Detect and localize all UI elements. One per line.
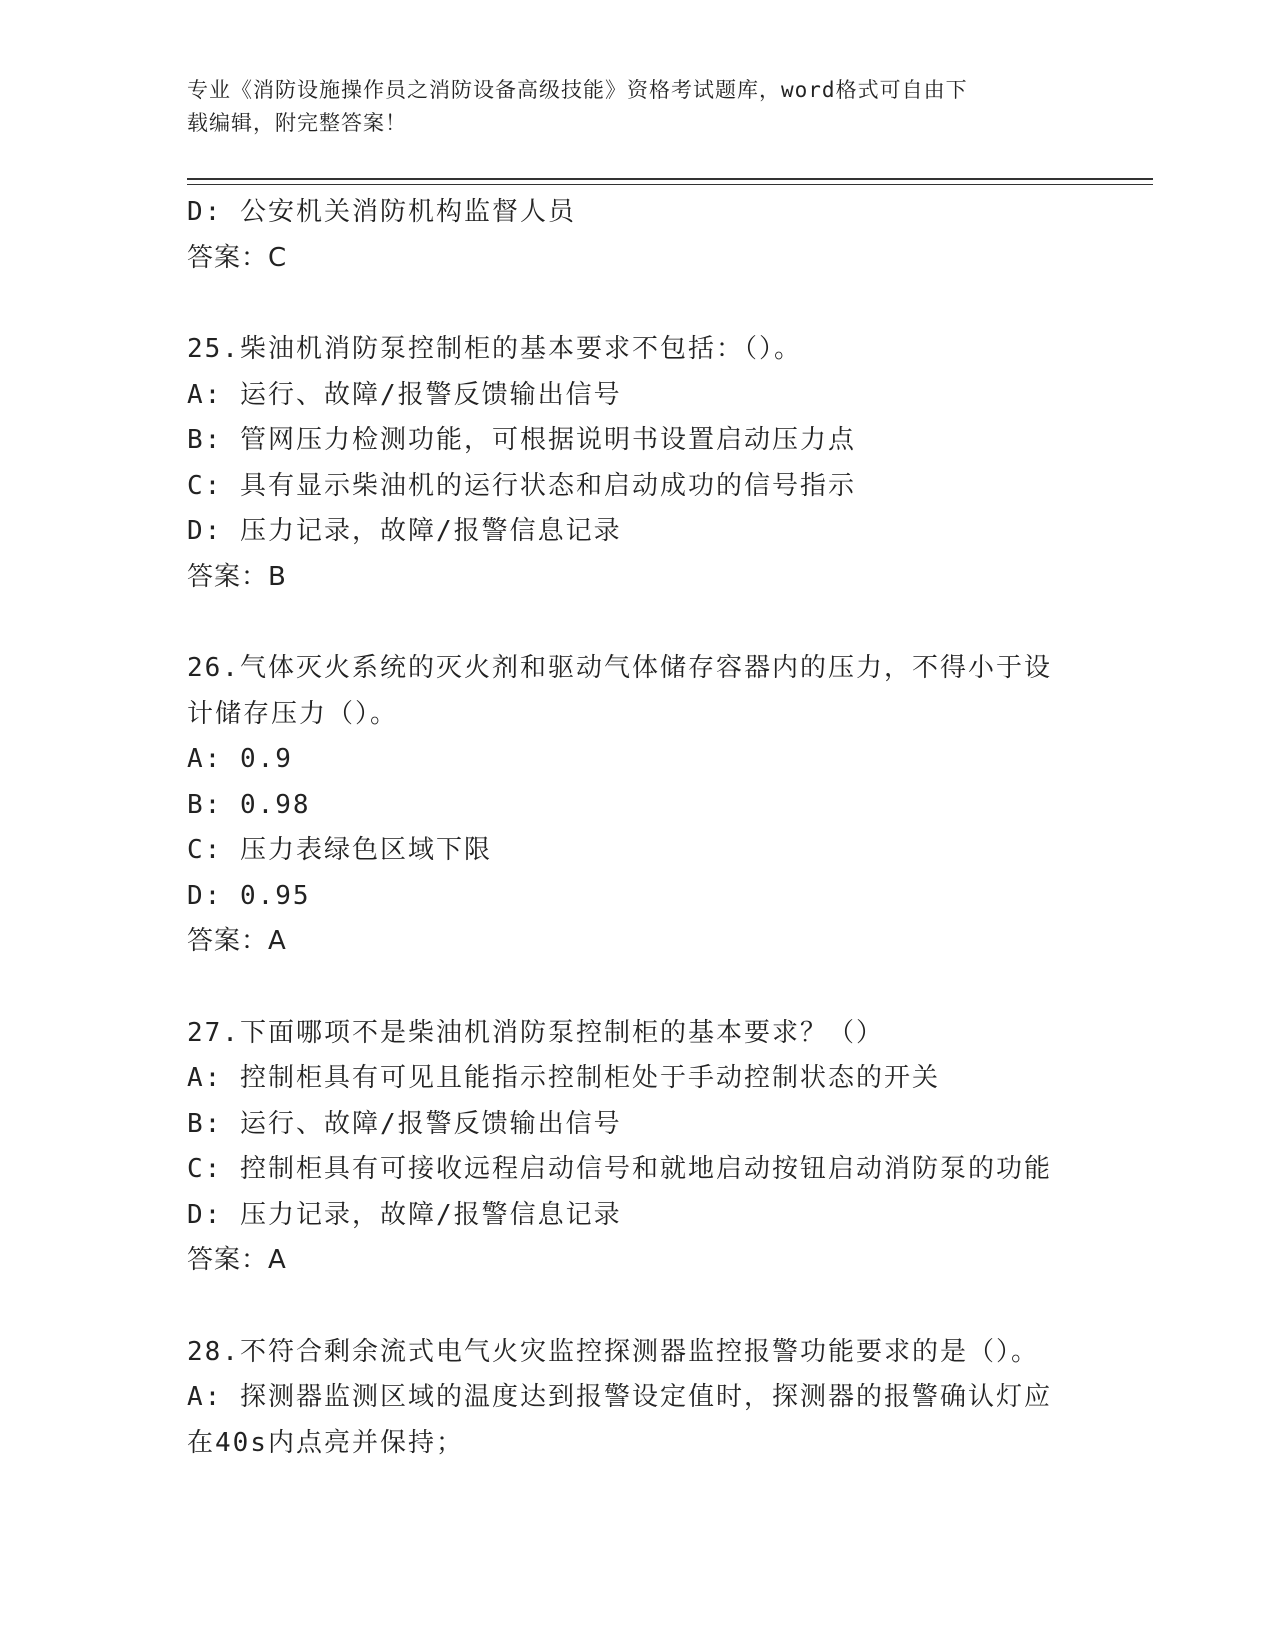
document-header [187, 74, 1067, 140]
spacer [187, 965, 1087, 1011]
question-26 [187, 646, 1087, 965]
question-text: 25.柴油机消防泵控制柜的基本要求不包括：（）。 [187, 334, 802, 364]
question-text-line-1: 26.气体灭火系统的灭火剂和驱动气体储存容器内的压力，不得小于设 [187, 653, 1052, 683]
answer: 答案：A [187, 1245, 287, 1275]
answer: 答案：B [187, 561, 287, 592]
question-text: 27.下面哪项不是柴油机消防泵控制柜的基本要求？（） [187, 1017, 884, 1048]
option-a-line-1: A: 探测器监测区域的温度达到报警设定值时，探测器的报警确认灯应 [187, 1382, 1052, 1412]
document-body [187, 190, 1087, 1466]
header-divider-thick [187, 178, 1153, 180]
answer: 答案：C [187, 242, 288, 273]
question-25 [187, 327, 1087, 600]
option-d: D: 公安机关消防机构监督人员 [187, 197, 576, 227]
option-a: A: 0.9 [187, 744, 293, 774]
spacer [187, 1284, 1087, 1330]
option-d: D: 0.95 [187, 880, 311, 911]
question-text-line-2: 计储存压力（）。 [187, 698, 399, 729]
spacer [187, 600, 1087, 646]
option-c: C: 压力表绿色区域下限 [187, 835, 492, 865]
question-text: 28.不符合剩余流式电气火灾监控探测器监控报警功能要求的是（）。 [187, 1336, 1039, 1367]
header-line-2: 载编辑，附完整答案！ [187, 111, 407, 135]
option-c: C: 控制柜具有可接收远程启动信号和就地启动按钮启动消防泵的功能 [187, 1154, 1052, 1184]
answer: 答案：A [187, 926, 287, 956]
option-b: B: 0.98 [187, 789, 311, 820]
option-a-line-2: 在40s内点亮并保持； [187, 1427, 464, 1458]
option-d: D: 压力记录，故障/报警信息记录 [187, 1199, 622, 1230]
question-28 [187, 1330, 1087, 1467]
option-d: D: 压力记录，故障/报警信息记录 [187, 516, 622, 546]
question-27 [187, 1011, 1087, 1284]
option-c: C: 具有显示柴油机的运行状态和启动成功的信号指示 [187, 470, 856, 501]
option-b: B: 运行、故障/报警反馈输出信号 [187, 1108, 622, 1139]
option-b: B: 管网压力检测功能，可根据说明书设置启动压力点 [187, 425, 856, 455]
option-a: A: 运行、故障/报警反馈输出信号 [187, 379, 622, 410]
spacer [187, 281, 1087, 327]
header-divider-thin [187, 184, 1153, 185]
header-line-1: 专业《消防设施操作员之消防设备高级技能》资格考试题库，word格式可自由下 [187, 78, 968, 102]
prev-question-block [187, 190, 1087, 281]
option-a: A: 控制柜具有可见且能指示控制柜处于手动控制状态的开关 [187, 1063, 940, 1093]
